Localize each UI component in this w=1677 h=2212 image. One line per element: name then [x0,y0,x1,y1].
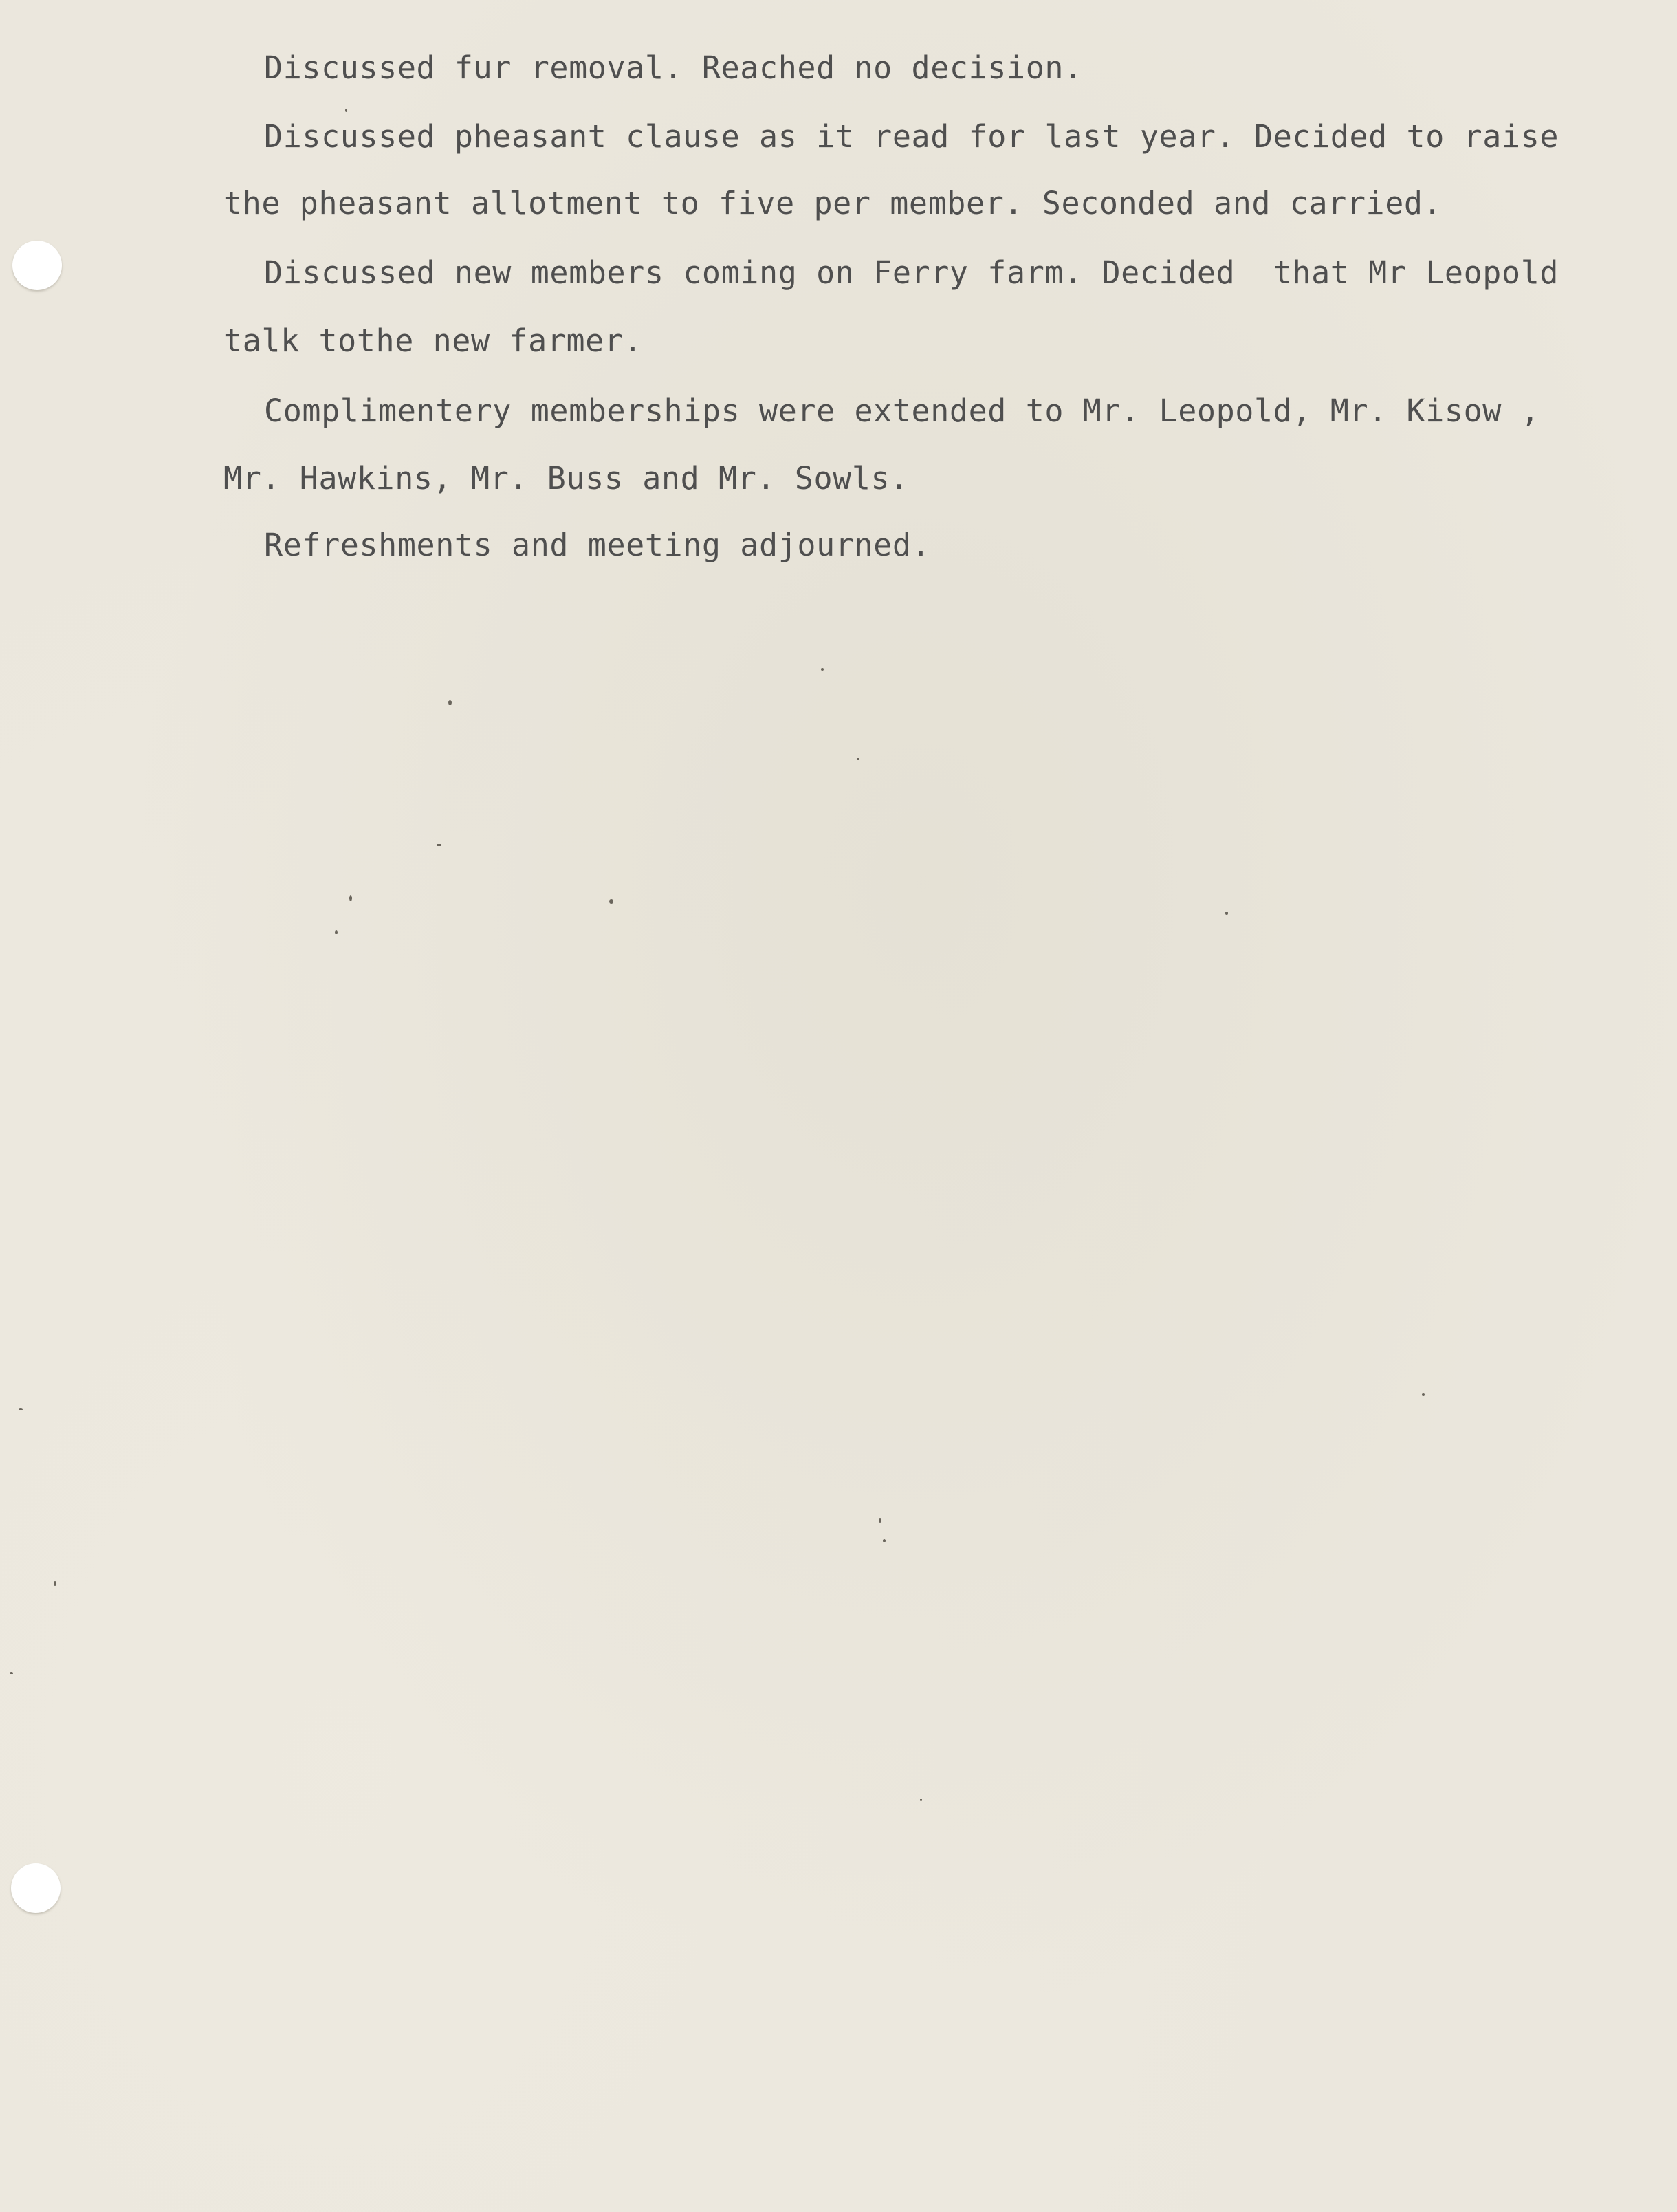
minutes-line-7: Mr. Hawkins, Mr. Buss and Mr. Sowls. [223,460,909,496]
paper-speck [437,844,441,846]
minutes-line-2: Discussed pheasant clause as it read for last year. Decided to raise [264,118,1559,155]
paper-speck [883,1539,886,1542]
paper-speck [1422,1393,1425,1396]
paper-speck [857,758,859,760]
paper-speck [821,668,824,671]
minutes-line-6: Complimentery memberships were extended to Mr. Leopold, Mr. Kisow , [264,393,1540,429]
punch-hole-bottom [11,1863,61,1913]
minutes-line-1: Discussed fur removal. Reached no decision. [264,50,1083,86]
paper-speck [448,700,452,705]
paper-speck [335,930,338,934]
paper-speck [609,899,613,904]
minutes-line-3: the pheasant allotment to five per member. Seconded and carried. [223,185,1443,221]
paper-speck [345,109,347,112]
paper-speck [10,1672,13,1674]
paper-speck [349,895,352,901]
paper-speck [54,1581,56,1586]
minutes-line-4: Discussed new members coming on Ferry farm. Decided that Mr Leopold [264,254,1559,291]
paper-speck [19,1408,23,1410]
paper-speck [920,1799,922,1801]
paper-speck [879,1518,881,1523]
minutes-line-8: Refreshments and meeting adjourned. [264,527,931,563]
minutes-line-5: talk tothe new farmer. [223,322,643,359]
punch-hole-top [12,241,62,290]
paper-speck [1225,912,1228,915]
